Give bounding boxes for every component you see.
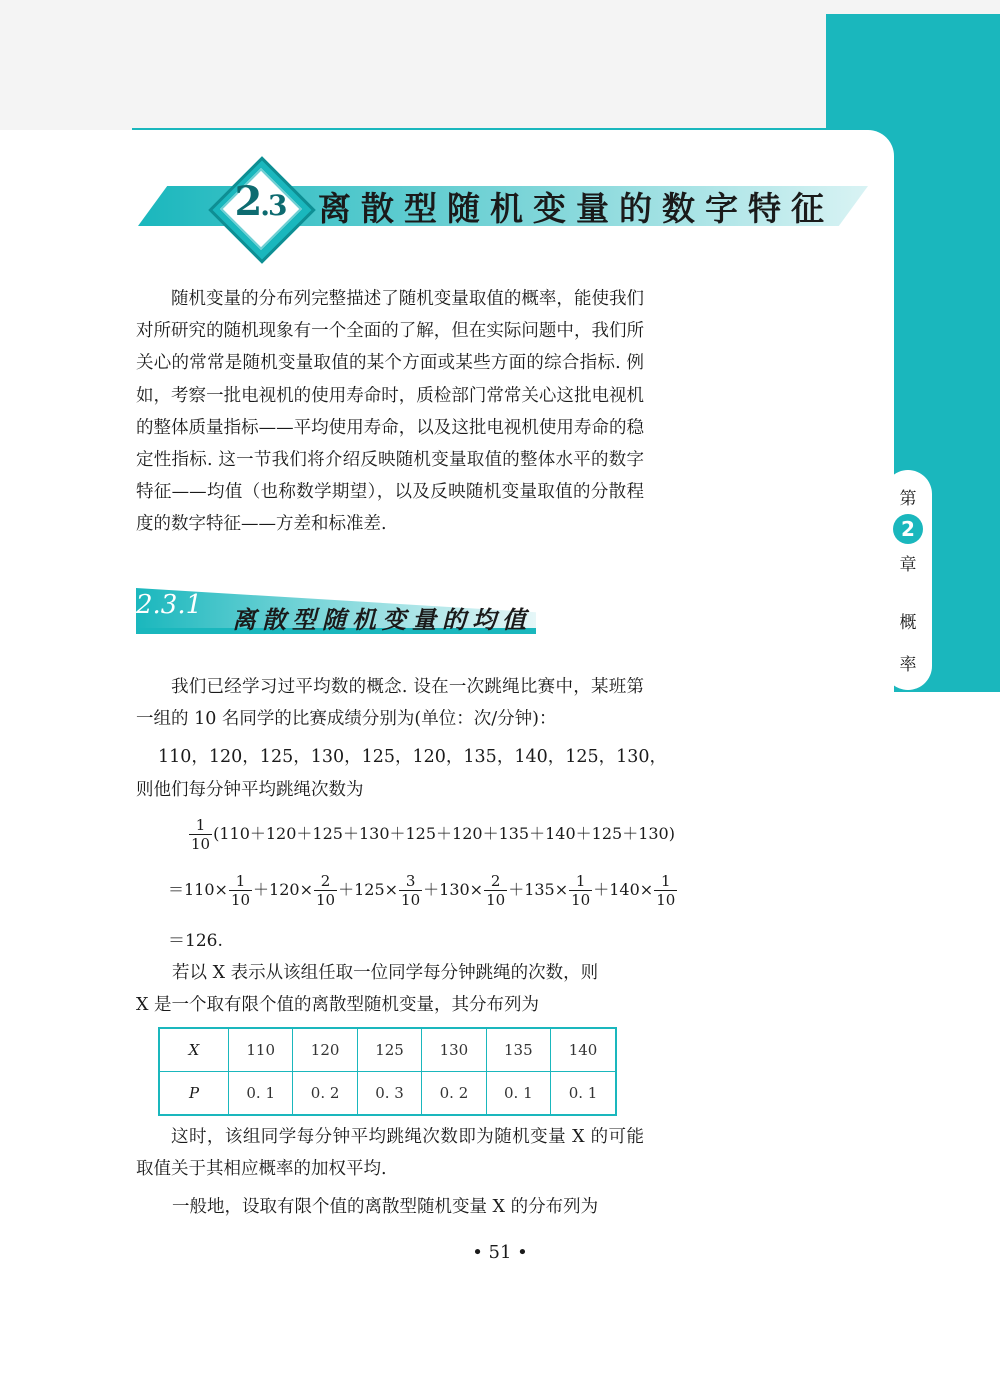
formula-term-prefix: ＋130× xyxy=(423,880,484,899)
fraction: $\frac{1}{10}$ xyxy=(656,872,676,909)
table-cell: 110 xyxy=(229,1028,293,1072)
formula-line-2 xyxy=(168,872,678,909)
table-cell: 140 xyxy=(551,1028,616,1072)
paragraph-general-case: 一般地，设取有限个值的离散型随机变量 X 的分布列为 xyxy=(172,1197,599,1217)
chapter-name-char-1: 概 xyxy=(899,613,917,633)
fraction: $\frac{1}{10}$ xyxy=(571,872,591,909)
paragraph-weighted-average: 这时，该组同学每分钟平均跳绳次数即为随机变量 X 的可能取值关于其相应概率的加权平均. xyxy=(136,1127,644,1180)
formula-term-prefix: ＋125× xyxy=(338,880,399,899)
chapter-number-badge: 2 xyxy=(893,514,923,544)
table-cell: 120 xyxy=(293,1028,357,1072)
table-row xyxy=(159,1072,616,1116)
formula-line-1 xyxy=(188,816,675,853)
table-cell: 135 xyxy=(486,1028,550,1072)
formula-term-prefix: ＋135× xyxy=(508,880,569,899)
scores-list: 110，120，125，130，125，120，135，140，125，130， xyxy=(158,747,668,767)
chapter-side-tab xyxy=(884,470,932,690)
formula-term-prefix: ＝110× xyxy=(168,880,228,899)
formula-line-3: ＝126. xyxy=(168,931,223,951)
paragraph-random-variable-l2: X 是一个取有限个值的离散型随机变量，其分布列为 xyxy=(136,995,540,1015)
subsection-title: 离散型随机变量的均值 xyxy=(232,606,532,634)
fraction: $\frac{1}{10}$ xyxy=(230,872,251,909)
section-number: 2.3 xyxy=(234,178,286,225)
table-row xyxy=(159,1028,616,1072)
chapter-zhang-label: 章 xyxy=(899,555,917,575)
page-number: • 51 • xyxy=(472,1242,528,1263)
table-cell: 0. 3 xyxy=(357,1072,421,1116)
table-cell: 0. 1 xyxy=(551,1072,616,1116)
table-header-x: X xyxy=(159,1028,229,1072)
subsection-number: 2.3.1 xyxy=(136,590,203,620)
distribution-table xyxy=(158,1027,617,1116)
paragraph-random-variable-l1: 若以 X 表示从该组任取一位同学每分钟跳绳的次数，则 xyxy=(172,963,599,983)
table-cell: 130 xyxy=(422,1028,486,1072)
formula-term-prefix: ＋120× xyxy=(253,880,313,899)
table-cell: 0. 2 xyxy=(293,1072,357,1116)
table-cell: 125 xyxy=(357,1028,421,1072)
chapter-name-char-2: 率 xyxy=(899,655,917,675)
paragraph-average-intro: 则他们每分钟平均跳绳次数为 xyxy=(136,780,364,800)
formula-term-prefix: ＋140× xyxy=(593,880,654,899)
table-cell: 0. 1 xyxy=(229,1072,293,1116)
table-cell: 0. 2 xyxy=(422,1072,486,1116)
table-header-p: P xyxy=(159,1072,229,1116)
fraction: $\frac{1}{10}$ xyxy=(191,816,211,853)
formula-sum-expression: (110＋120＋125＋130＋125＋120＋135＋140＋125＋130) xyxy=(213,824,675,843)
fraction: $\frac{3}{10}$ xyxy=(401,872,421,909)
section-title: 离散型随机变量的数字特征 xyxy=(318,189,834,228)
chapter-di-label: 第 xyxy=(899,489,917,509)
table-cell: 0. 1 xyxy=(486,1072,550,1116)
fraction: $\frac{2}{10}$ xyxy=(316,872,336,909)
paragraph-scores-intro: 我们已经学习过平均数的概念. 设在一次跳绳比赛中，某班第一组的 10 名同学的比赛成绩分别为(单位：次/分钟)： xyxy=(136,677,644,730)
intro-paragraph: 随机变量的分布列完整描述了随机变量取值的概率，能使我们对所研究的随机现象有一个全面的了解，但在实际问题中，我们所关心的常常是随机变量取值的某个方面或某些方面的综合指标. 例如，考察一批电视机的使用寿命时，质检部门常常关心这批电视机的整体质量指标——平均使用寿命，以及这批电视机使用寿命的稳定性指标. 这一节我们将介绍反映随机变量取值的整体水平的数字特征——均值（也称数学期望），以及反映随机变量取值的分散程度的数字特征——方差和标准差. xyxy=(136,289,644,535)
fraction: $\frac{2}{10}$ xyxy=(486,872,506,909)
